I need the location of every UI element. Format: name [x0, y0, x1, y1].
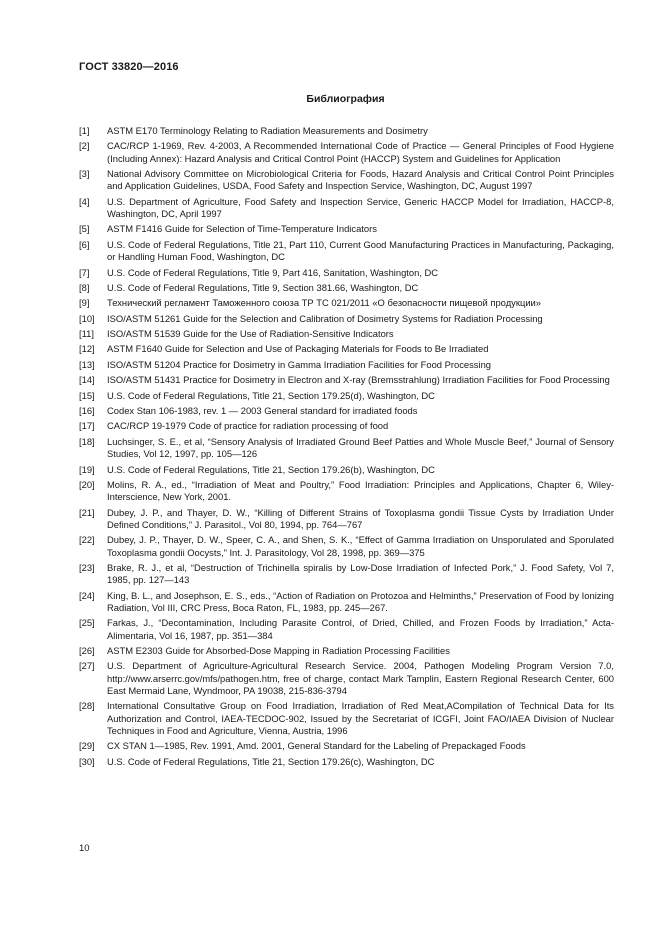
entry-number: [17] — [79, 420, 95, 432]
entry-number: [24] — [79, 589, 95, 601]
bibliography-entry — [79, 239, 614, 264]
entry-text: U.S. Code of Federal Regulations, Title 9, Part 416, Sanitation, Washington, DC — [107, 266, 439, 278]
bibliography-entry — [79, 645, 614, 657]
bibliography-entry — [79, 374, 614, 386]
entry-number: [28] — [79, 700, 95, 712]
entry-number: [16] — [79, 405, 95, 417]
entry-number: [14] — [79, 374, 95, 386]
entry-number: [30] — [79, 755, 95, 767]
bibliography-entry — [79, 507, 614, 532]
bibliography-entry — [79, 740, 614, 752]
entry-number: [15] — [79, 389, 95, 401]
entry-text: ASTM E2303 Guide for Absorbed-Dose Mapping in Radiation Processing Facilities — [107, 645, 450, 657]
bibliography-entry — [79, 562, 614, 587]
entry-text: Dubey, J. P., Thayer, D. W., Speer, C. A., and Shen, S. K., “Effect of Gamma Irradiation on Unsporulated and Sporulated Toxoplasma gondii Oocysts,” Int. J. Parasitology, Vol 28, 1998, pp. 369—375 — [107, 534, 614, 558]
bibliography-entry — [79, 140, 614, 165]
bibliography-entry — [79, 464, 614, 476]
entry-text: ISO/ASTM 51204 Practice for Dosimetry in Gamma Irradiation Facilities for Food Processing — [107, 358, 491, 370]
entry-text: King, B. L., and Josephson, E. S., eds., “Action of Radiation on Protozoa and Helminths,” Preservation of Food by Ionizing Radiation, Vol III, CRC Press, Boca Raton, FL, 1983, pp. 245—267. — [107, 589, 614, 613]
entry-number: [23] — [79, 561, 95, 573]
entry-number: [11] — [79, 328, 94, 340]
bibliography-list — [79, 125, 614, 771]
bibliography-entry — [79, 125, 614, 137]
entry-text: U.S. Code of Federal Regulations, Title 21, Section 179.26(c), Washington, DC — [107, 755, 435, 767]
entry-number: [12] — [79, 343, 95, 355]
entry-text: U.S. Code of Federal Regulations, Title 21, Section 179.26(b), Washington, DC — [107, 463, 435, 475]
entry-number: [1] — [79, 125, 90, 136]
bibliography-entry — [79, 390, 614, 402]
bibliography-entry — [79, 756, 614, 768]
document-code: ГОСТ 33820—2016 — [79, 61, 179, 73]
bibliography-entry — [79, 223, 614, 235]
entry-text: Brake, R. J., et al, “Destruction of Trichinella spiralis by Low-Dose Irradiation of Infected Pork,” J. Food Safety, Vol 7, 1985, pp. 127—143 — [107, 561, 614, 586]
bibliography-entry — [79, 420, 614, 432]
bibliography-entry — [79, 297, 614, 309]
entry-text: ASTM F1416 Guide for Selection of Time-Temperature Indicators — [107, 223, 377, 235]
entry-number: [6] — [79, 238, 90, 250]
bibliography-entry — [79, 405, 614, 417]
entry-number: [8] — [79, 281, 90, 293]
entry-text: ISO/ASTM 51431 Practice for Dosimetry in Electron and X-ray (Bremsstrahlung) Irradiation Facilities for Food Processing — [107, 374, 610, 386]
entry-number: [9] — [79, 297, 90, 309]
entry-number: [5] — [79, 223, 90, 235]
bibliography-entry — [79, 313, 614, 325]
entry-number: [3] — [79, 168, 90, 180]
bibliography-entry — [79, 168, 614, 193]
entry-number: [20] — [79, 478, 95, 490]
entry-text: Dubey, J. P., and Thayer, D. W., “Killing of Different Strains of Toxoplasma gondii Tissue Cysts by Irradiation Under Defined Conditions,” J. Parasitol., Vol 80, 1994, pp. 764—767 — [107, 506, 614, 530]
bibliography-entry — [79, 534, 614, 559]
entry-number: [4] — [79, 195, 90, 207]
entry-text: CX STAN 1—1985, Rev. 1991, Amd. 2001, General Standard for the Labeling of Prepackaged Foods — [107, 740, 526, 752]
entry-text: ASTM F1640 Guide for Selection and Use of Packaging Materials for Foods to Be Irradiated — [107, 343, 489, 355]
bibliography-entry — [79, 196, 614, 221]
entry-text: U.S. Code of Federal Regulations, Title 21, Part 110, Current Good Manufacturing Practices in Manufacturing, Packaging, or Handling Human Food, Washington, DC — [107, 238, 614, 263]
entry-text: U.S. Department of Agriculture-Agricultural Research Service. 2004, Pathogen Modeling Program Version 7.0, http://www.arserrc.gov/mfs/pathogen.htm, free of charge, contact Mark Tamplin, Eastern Regional Research Center, 600 East Mermaid Lane, Wyndmoor, PA 19038, 215-836-3794 — [107, 660, 614, 697]
entry-text: International Consultative Group on Food Irradiation, Irradiation of Red Meat,ACompilation of Technical Data for Its Authorization and Control, IAEA-TECDOC-902, Issued by the Secretariat of ICGFI, Joint FAO/IAEA Division of Nuclear Techniques in Food and Agriculture, Vienna, Austria, 1996 — [107, 700, 614, 736]
entry-number: [13] — [79, 358, 95, 370]
entry-text: ISO/ASTM 51261 Guide for the Selection and Calibration of Dosimetry Systems for Radiation Processing — [107, 312, 543, 324]
entry-number: [19] — [79, 463, 95, 475]
entry-number: [21] — [79, 506, 95, 518]
bibliography-entry — [79, 328, 614, 340]
entry-number: [27] — [79, 660, 95, 672]
bibliography-entry — [79, 359, 614, 371]
entry-text: Luchsinger, S. E., et al, “Sensory Analysis of Irradiated Ground Beef Patties and Whole Muscle Beef,” Journal of Sensory Studies, Vol 12, 1997, pp. 105—126 — [107, 435, 614, 460]
entry-text: National Advisory Committee on Microbiological Criteria for Foods, Hazard Analysis and Critical Control Point Principles and Application Guidelines, USDA, Food Safety and Inspection Service, Washington, DC, August 1997 — [107, 168, 614, 192]
entry-text: Molins, R. A., ed., “Irradiation of Meat and Poultry,” Food Irradiation: Principles and Applications, Chapter 6, Wiley-Interscience, New York, 2001. — [107, 478, 614, 503]
entry-text: ISO/ASTM 51539 Guide for the Use of Radiation-Sensitive Indicators — [107, 328, 394, 340]
entry-number: [18] — [79, 435, 95, 447]
entry-number: [10] — [79, 312, 95, 324]
entry-number: [22] — [79, 534, 95, 546]
bibliography-entry — [79, 590, 614, 615]
bibliography-entry — [79, 343, 614, 355]
bibliography-entry — [79, 282, 614, 294]
entry-number: [25] — [79, 617, 95, 629]
bibliography-entry — [79, 436, 614, 461]
page-number: 10 — [79, 843, 90, 854]
bibliography-entry — [79, 267, 614, 279]
entry-number: [26] — [79, 645, 95, 657]
bibliography-entry — [79, 479, 614, 504]
bibliography-entry — [79, 617, 614, 642]
entry-text: U.S. Code of Federal Regulations, Title 9, Section 381.66, Washington, DC — [107, 281, 419, 293]
entry-text: Codex Stan 106-1983, rev. 1 — 2003 General standard for irradiated foods — [107, 405, 418, 417]
entry-number: [29] — [79, 740, 95, 752]
entry-number: [7] — [79, 266, 90, 278]
entry-text: CAC/RCP 1-1969, Rev. 4-2003, A Recommended International Code of Practice — General Principles of Food Hygiene (Including Annex): Hazard Analysis and Critical Control Point (HACCP) System and Guidelines for Application — [107, 140, 614, 164]
entry-text: U.S. Department of Agriculture, Food Safety and Inspection Service, Generic HACCP Model for Irradiation, HACCP-8, Washington, DC, April 1997 — [107, 195, 614, 220]
entry-text: Farkas, J., “Decontamination, Including Parasite Control, of Dried, Chilled, and Frozen Foods by Irradiation,” Acta-Alimentaria, Vol 16, 1987, pp. 351—384 — [107, 617, 614, 641]
bibliography-entry — [79, 660, 614, 697]
entry-text: CAC/RCP 19-1979 Code of practice for radiation processing of food — [107, 420, 389, 432]
entry-text: ASTM E170 Terminology Relating to Radiation Measurements and Dosimetry — [107, 125, 428, 136]
bibliography-entry — [79, 700, 614, 737]
entry-text: Технический регламент Таможенного союза ТР ТС 021/2011 «О безопасности пищевой продукции» — [107, 297, 542, 309]
entry-number: [2] — [79, 140, 90, 152]
entry-text: U.S. Code of Federal Regulations, Title 21, Section 179.25(d), Washington, DC — [107, 389, 435, 401]
bibliography-title: Библиография — [306, 93, 385, 105]
